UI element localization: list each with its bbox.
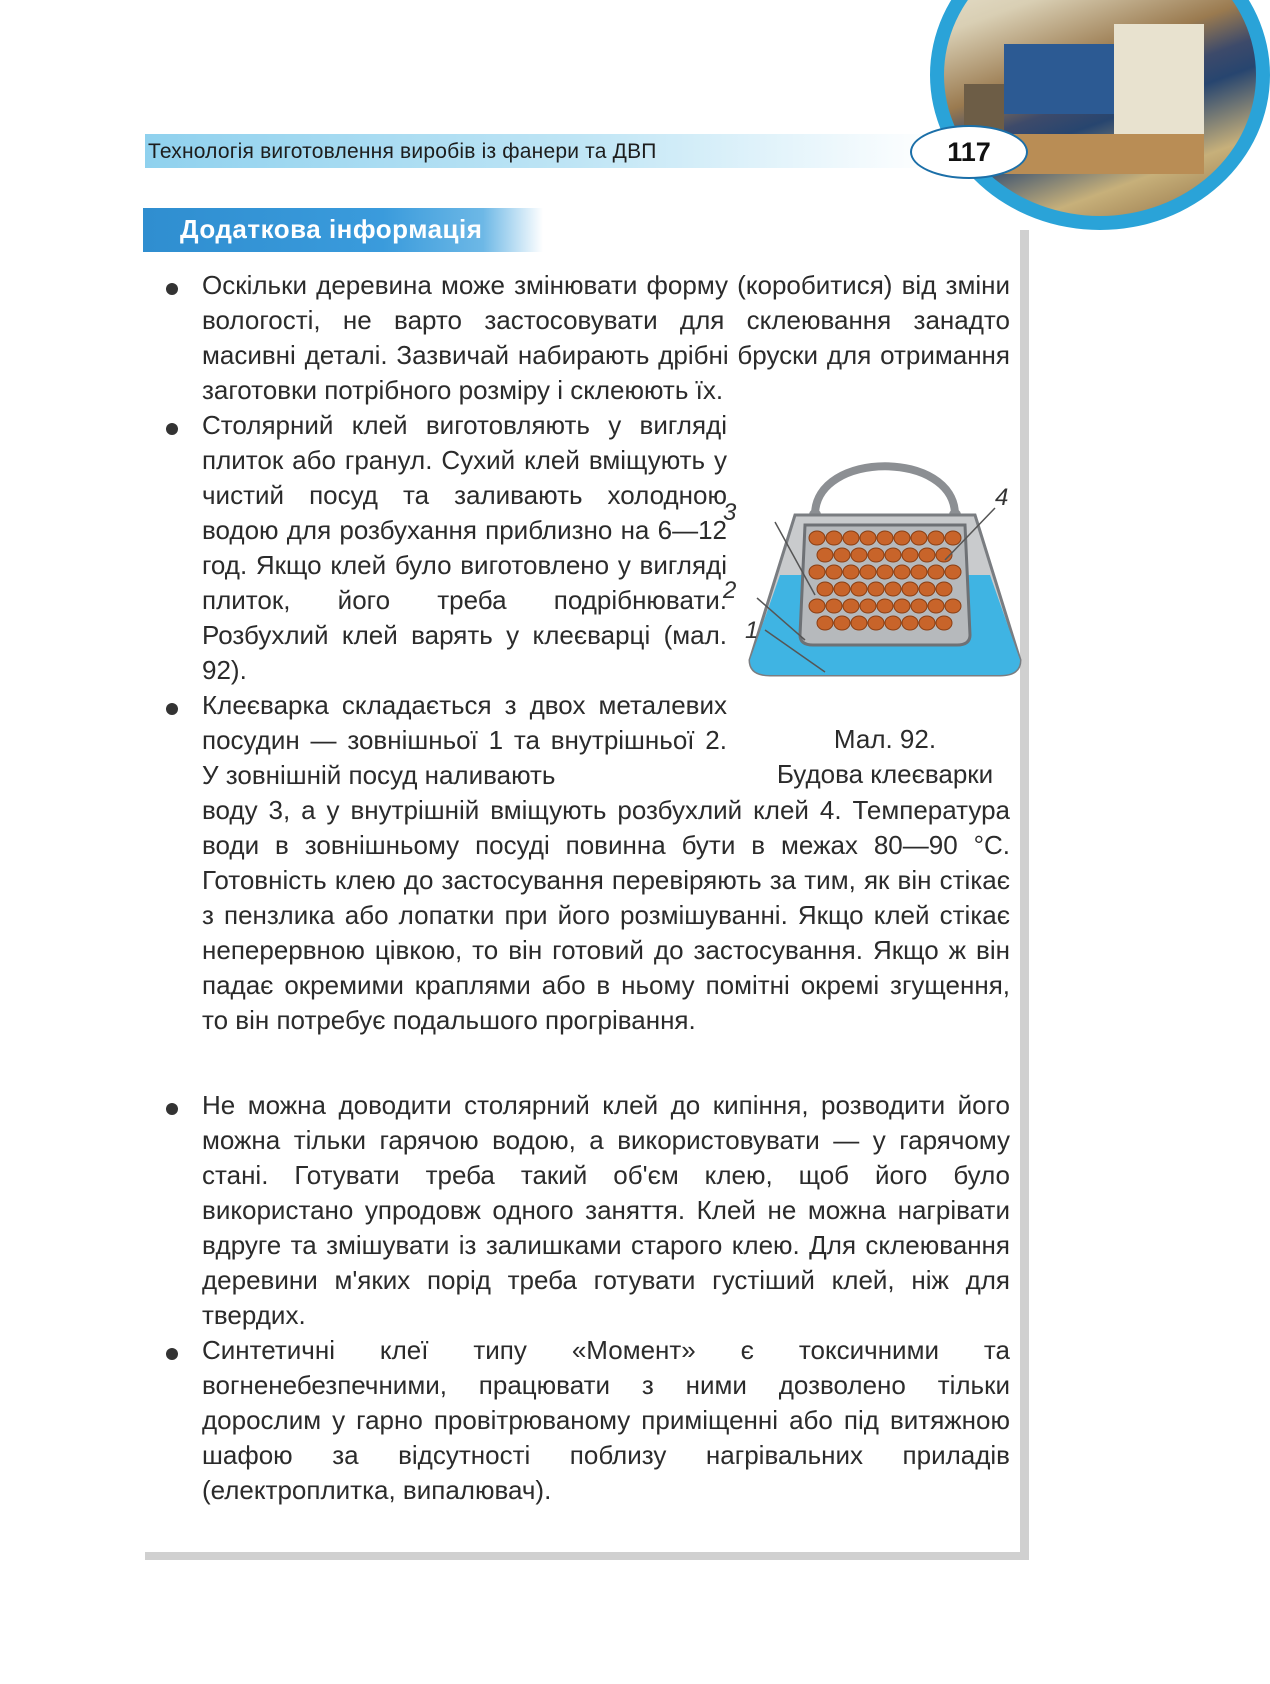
glue-granule: [860, 599, 876, 613]
glue-granule: [834, 548, 850, 562]
glue-granule: [817, 582, 833, 596]
glue-granule: [817, 616, 833, 630]
glue-granule: [851, 548, 867, 562]
glue-granule: [843, 531, 859, 545]
glue-granule: [851, 582, 867, 596]
glue-granule: [843, 599, 859, 613]
glue-granule: [885, 548, 901, 562]
glue-granule: [945, 531, 961, 545]
figure-caption: [740, 722, 1030, 792]
glue-granule: [809, 531, 825, 545]
glue-granule: [885, 616, 901, 630]
glue-granule: [826, 565, 842, 579]
glue-granule: [834, 616, 850, 630]
figure-label-1: 1: [745, 617, 759, 644]
glue-granule: [868, 582, 884, 596]
section-title: Додаткова інформація: [180, 214, 483, 244]
glue-granule: [919, 582, 935, 596]
glue-granule: [911, 531, 927, 545]
corner-photo: [930, 0, 1270, 230]
paragraph-2: Столярний клей виготовляють у вигляді плиток або гранул. Сухий клей вміщують у чистий посуд та заливають холодною водою для розбухання приблизно на 6—12 год. Якщо клей було виготовлено у вигляді плиток, його треба подрібнювати. Розбухлий клей варять у клеєварці (мал. 92).: [202, 410, 727, 685]
glue-granule: [877, 565, 893, 579]
figure-caption-number: Мал. 92.: [833, 724, 937, 754]
glue-pot-figure: [723, 430, 1035, 720]
glue-granule: [894, 599, 910, 613]
bullet-icon: [166, 703, 178, 715]
glue-granule: [894, 565, 910, 579]
glue-granule: [851, 616, 867, 630]
glue-granule: [894, 531, 910, 545]
glue-granule: [860, 531, 876, 545]
glue-granule: [877, 531, 893, 545]
glue-granule: [945, 599, 961, 613]
glue-granule: [936, 582, 952, 596]
bullet-icon: [166, 423, 178, 435]
glue-granule: [919, 616, 935, 630]
bullet-icon: [166, 1348, 178, 1360]
glue-granule: [809, 599, 825, 613]
glue-granule: [928, 565, 944, 579]
glue-granule: [817, 548, 833, 562]
glue-granule: [843, 565, 859, 579]
figure-caption-text: Будова клеєварки: [776, 759, 994, 789]
paragraph-3-continued: воду 3, а у внутрішній вміщують розбухлий клей 4. Температура води в зовнішньому посуді повинна бути в межах 80—90 °С. Готовність клею до застосування перевіряють за тим, як він стікає з пензлика або лопатки при його розмішуванні. Якщо клей стікає неперервною цівкою, то він готовий до застосування. Якщо ж він падає окремими краплями або в ньому помітні окремі згущення, то він потребує подальшого прогрівання.: [202, 795, 1010, 1035]
glue-granule: [902, 616, 918, 630]
page-number-badge: [910, 125, 1028, 179]
glue-granule: [826, 599, 842, 613]
page-number: 117: [947, 136, 991, 167]
glue-granule: [868, 616, 884, 630]
glue-granule: [877, 599, 893, 613]
bullet-icon: [166, 1103, 178, 1115]
paragraph-4: Не можна доводити столярний клей до кипіння, розводити його можна тільки гарячою водою, а використовувати — у гарячому стані. Готувати треба такий об'єм клею, щоб його було використано упродовж одного заняття. Клей не можна нагрівати вдруге та змішувати із залишками старого клею. Для склеювання деревини м'яких порід треба готувати густіший клей, ніж для твердих.: [202, 1090, 1010, 1330]
paragraph-1: Оскільки деревина може змінювати форму (коробитися) від зміни вологості, не варто застосовувати для склеювання занадто масивні деталі. Зазвичай набирають дрібні бруски для отримання заготовки потрібного розміру і склеюють їх.: [202, 270, 1010, 405]
figure-label-4: 4: [995, 484, 1009, 511]
glue-granule: [860, 565, 876, 579]
paragraph-5: Синтетичні клеї типу «Момент» є токсичними та вогненебезпечними, працювати з ними дозволено тільки дорослим у гарно провітрюваному приміщенні або під витяжною шафою за відсутності поблизу нагрівальних приладів (електроплитка, випалювач).: [202, 1335, 1010, 1505]
glue-granule: [826, 531, 842, 545]
glue-granule: [911, 565, 927, 579]
figure-label-2: 2: [723, 577, 737, 604]
figure-label-3: 3: [723, 499, 737, 526]
glue-granule: [834, 582, 850, 596]
bullet-icon: [166, 283, 178, 295]
glue-granule: [919, 548, 935, 562]
glue-granule: [809, 565, 825, 579]
paragraph-3-start: Клеєварка складається з двох металевих посудин — зовнішньої 1 та внутрішньої 2. У зовнішній посуд наливають: [202, 690, 727, 790]
glue-granule: [911, 599, 927, 613]
page-header-title: Технологія виготовлення виробів із фанери та ДВП: [148, 140, 657, 163]
glue-granule: [928, 599, 944, 613]
glue-granule: [902, 582, 918, 596]
glue-granule: [902, 548, 918, 562]
glue-granule: [885, 582, 901, 596]
glue-granule: [945, 565, 961, 579]
glue-granule: [928, 531, 944, 545]
glue-granule: [868, 548, 884, 562]
glue-granule: [936, 616, 952, 630]
